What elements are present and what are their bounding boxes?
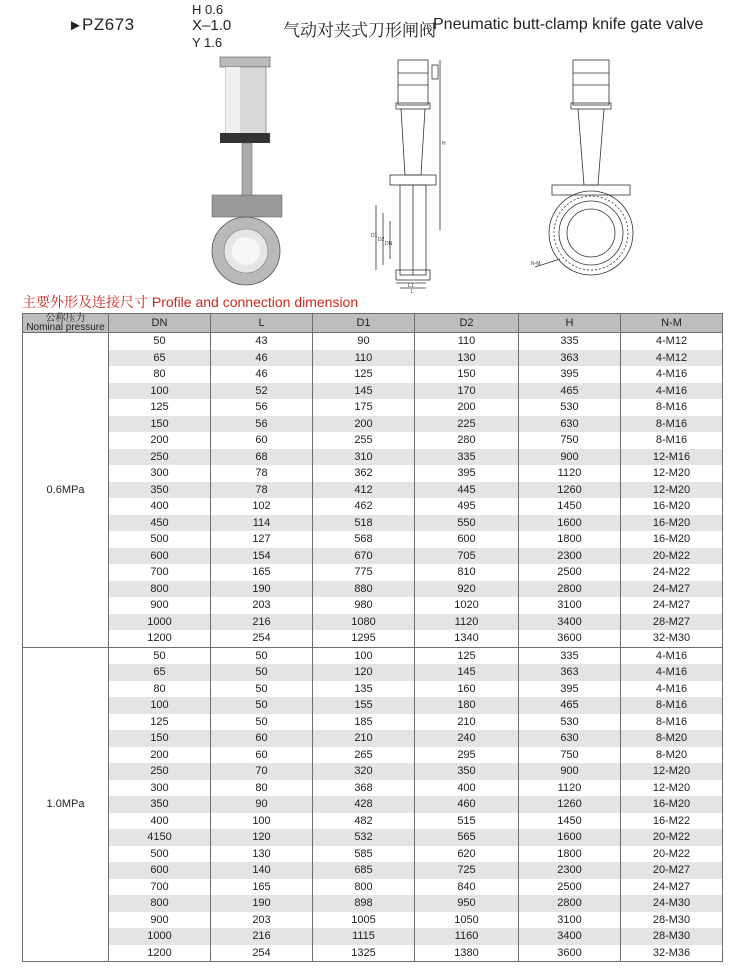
table-row [23, 515, 723, 532]
cell-l: 100 [211, 813, 313, 830]
cell-d2: 705 [415, 548, 519, 565]
cell-nm: 16-M20 [621, 498, 723, 515]
table-row [23, 862, 723, 879]
table-row [23, 763, 723, 780]
cell-h: 530 [519, 714, 621, 731]
header-d1: D1 [313, 314, 415, 333]
cell-h: 1260 [519, 482, 621, 499]
table-row [23, 630, 723, 647]
cell-d2: 1380 [415, 945, 519, 962]
cell-d1: 125 [313, 366, 415, 383]
dim-label-d2: D2 [378, 237, 385, 243]
table-row [23, 350, 723, 367]
cell-d1: 145 [313, 383, 415, 400]
cell-nm: 16-M20 [621, 796, 723, 813]
table-row [23, 432, 723, 449]
cell-h: 3600 [519, 945, 621, 962]
header-nominal-pressure [23, 314, 109, 333]
cell-d1: 670 [313, 548, 415, 565]
cell-h: 2800 [519, 895, 621, 912]
cell-d2: 1120 [415, 614, 519, 631]
cell-nm: 4-M16 [621, 366, 723, 383]
cell-l: 70 [211, 763, 313, 780]
cell-nm: 8-M16 [621, 432, 723, 449]
header-l: L [211, 314, 313, 333]
cell-h: 630 [519, 416, 621, 433]
cell-d1: 1325 [313, 945, 415, 962]
header-np-cn: 公称压力 [45, 313, 86, 324]
table-row [23, 647, 723, 664]
cell-d2: 950 [415, 895, 519, 912]
cell-d2: 495 [415, 498, 519, 515]
cell-l: 46 [211, 350, 313, 367]
cell-d1: 368 [313, 780, 415, 797]
cell-d1: 880 [313, 581, 415, 598]
cell-dn: 400 [109, 813, 211, 830]
header-h: H [519, 314, 621, 333]
cell-d1: 412 [313, 482, 415, 499]
cell-nm: 8-M16 [621, 697, 723, 714]
model-code: PZ673 [82, 15, 135, 34]
cell-h: 750 [519, 432, 621, 449]
cell-l: 102 [211, 498, 313, 515]
section-subtitle: 主要外形及连接尺寸 Profile and connection dimension [22, 294, 359, 310]
cell-d1: 90 [313, 333, 415, 350]
table-row [23, 846, 723, 863]
cell-d2: 180 [415, 697, 519, 714]
cell-d2: 240 [415, 730, 519, 747]
cell-nm: 24-M30 [621, 895, 723, 912]
table-row [23, 912, 723, 929]
cell-dn: 800 [109, 581, 211, 598]
table-row [23, 945, 723, 962]
cell-dn: 80 [109, 366, 211, 383]
valve-photo [212, 57, 282, 285]
cell-l: 52 [211, 383, 313, 400]
cell-d2: 445 [415, 482, 519, 499]
cell-dn: 350 [109, 482, 211, 499]
cell-nm: 4-M12 [621, 333, 723, 350]
cell-h: 3600 [519, 630, 621, 647]
cell-d2: 130 [415, 350, 519, 367]
cell-l: 190 [211, 581, 313, 598]
cell-l: 43 [211, 333, 313, 350]
cell-l: 254 [211, 945, 313, 962]
cell-d1: 482 [313, 813, 415, 830]
dim-label-h: H [442, 141, 446, 147]
cell-dn: 500 [109, 846, 211, 863]
cell-d1: 210 [313, 730, 415, 747]
cell-l: 60 [211, 730, 313, 747]
cell-nm: 8-M20 [621, 747, 723, 764]
cell-l: 68 [211, 449, 313, 466]
cell-l: 56 [211, 416, 313, 433]
cell-h: 750 [519, 747, 621, 764]
cell-l: 165 [211, 879, 313, 896]
cell-h: 1260 [519, 796, 621, 813]
model-y-variant: Y 1.6 [192, 35, 223, 50]
cell-h: 1120 [519, 465, 621, 482]
cell-dn: 250 [109, 449, 211, 466]
cell-h: 335 [519, 333, 621, 350]
valve-front-drawing [535, 60, 633, 275]
cell-l: 56 [211, 399, 313, 416]
product-name-cn: 气动对夹式刀形闸阀 [283, 21, 436, 40]
table-row [23, 681, 723, 698]
cell-dn: 900 [109, 912, 211, 929]
table-row [23, 879, 723, 896]
cell-dn: 200 [109, 432, 211, 449]
cell-d1: 685 [313, 862, 415, 879]
cell-nm: 12-M20 [621, 763, 723, 780]
cell-d2: 725 [415, 862, 519, 879]
cell-d2: 210 [415, 714, 519, 731]
cell-h: 465 [519, 697, 621, 714]
cell-d1: 200 [313, 416, 415, 433]
cell-dn: 125 [109, 714, 211, 731]
header-nm: N-M [621, 314, 723, 333]
cell-dn: 65 [109, 664, 211, 681]
cell-d1: 568 [313, 531, 415, 548]
cell-dn: 125 [109, 399, 211, 416]
cell-d1: 585 [313, 846, 415, 863]
cell-nm: 20-M22 [621, 846, 723, 863]
table-row [23, 465, 723, 482]
cell-h: 2500 [519, 879, 621, 896]
model-x-variant: X‒1.0 [192, 17, 232, 34]
cell-dn: 500 [109, 531, 211, 548]
valve-side-drawing [376, 60, 440, 288]
cell-l: 165 [211, 564, 313, 581]
cell-l: 140 [211, 862, 313, 879]
cell-h: 363 [519, 350, 621, 367]
cell-h: 900 [519, 449, 621, 466]
cell-h: 363 [519, 664, 621, 681]
cell-h: 1800 [519, 846, 621, 863]
cell-l: 60 [211, 432, 313, 449]
cell-h: 1800 [519, 531, 621, 548]
cell-dn: 700 [109, 879, 211, 896]
cell-d1: 120 [313, 664, 415, 681]
cell-d2: 200 [415, 399, 519, 416]
cell-d2: 515 [415, 813, 519, 830]
cell-nm: 28-M27 [621, 614, 723, 631]
dimension-table [22, 313, 723, 962]
valve-figures [200, 55, 660, 295]
cell-h: 1450 [519, 498, 621, 515]
cell-nm: 16-M22 [621, 813, 723, 830]
cell-d2: 150 [415, 366, 519, 383]
cell-dn: 4150 [109, 829, 211, 846]
cell-d1: 175 [313, 399, 415, 416]
table-row [23, 664, 723, 681]
cell-dn: 1200 [109, 945, 211, 962]
cell-d1: 110 [313, 350, 415, 367]
cell-l: 114 [211, 515, 313, 532]
cell-l: 203 [211, 597, 313, 614]
cell-dn: 80 [109, 681, 211, 698]
cell-nm: 4-M16 [621, 647, 723, 664]
cell-d2: 160 [415, 681, 519, 698]
cell-dn: 700 [109, 564, 211, 581]
cell-d1: 100 [313, 647, 415, 664]
cell-l: 50 [211, 664, 313, 681]
cell-d2: 350 [415, 763, 519, 780]
cell-l: 90 [211, 796, 313, 813]
cell-dn: 300 [109, 465, 211, 482]
cell-dn: 600 [109, 862, 211, 879]
table-row [23, 614, 723, 631]
table-row [23, 498, 723, 515]
cell-nm: 28-M30 [621, 928, 723, 945]
cell-d1: 255 [313, 432, 415, 449]
cell-dn: 150 [109, 730, 211, 747]
cell-dn: 600 [109, 548, 211, 565]
table-row [23, 399, 723, 416]
cell-nm: 16-M20 [621, 531, 723, 548]
table-row [23, 581, 723, 598]
cell-h: 3400 [519, 614, 621, 631]
cell-dn: 200 [109, 747, 211, 764]
header-dn: DN [109, 314, 211, 333]
header-d2: D2 [415, 314, 519, 333]
cell-d1: 898 [313, 895, 415, 912]
cell-nm: 32-M36 [621, 945, 723, 962]
cell-l: 216 [211, 928, 313, 945]
cell-d2: 110 [415, 333, 519, 350]
cell-d2: 840 [415, 879, 519, 896]
cell-l: 46 [211, 366, 313, 383]
table-row [23, 449, 723, 466]
table-row [23, 482, 723, 499]
cell-h: 3400 [519, 928, 621, 945]
cell-nm: 4-M16 [621, 383, 723, 400]
cell-d1: 532 [313, 829, 415, 846]
cell-l: 203 [211, 912, 313, 929]
cell-l: 254 [211, 630, 313, 647]
table-row [23, 333, 723, 350]
cell-d2: 400 [415, 780, 519, 797]
cell-nm: 28-M30 [621, 912, 723, 929]
product-name-en: Pneumatic butt-clamp knife gate valve [433, 16, 704, 33]
cell-h: 530 [519, 399, 621, 416]
cell-h: 2500 [519, 564, 621, 581]
cell-nm: 16-M20 [621, 515, 723, 532]
cell-l: 50 [211, 647, 313, 664]
nominal-pressure-cell: 0.6MPa [23, 333, 109, 648]
table-row [23, 928, 723, 945]
cell-d1: 1115 [313, 928, 415, 945]
title-arrow-icon: ► [68, 17, 83, 34]
cell-nm: 12-M20 [621, 465, 723, 482]
table-row [23, 564, 723, 581]
cell-d2: 225 [415, 416, 519, 433]
cell-nm: 8-M16 [621, 416, 723, 433]
table-row [23, 531, 723, 548]
cell-dn: 100 [109, 383, 211, 400]
cell-dn: 50 [109, 333, 211, 350]
cell-d1: 800 [313, 879, 415, 896]
cell-h: 395 [519, 366, 621, 383]
header-np-en: Nominal pressure [26, 322, 105, 333]
table-row [23, 747, 723, 764]
cell-nm: 8-M16 [621, 714, 723, 731]
cell-nm: 20-M22 [621, 548, 723, 565]
cell-dn: 300 [109, 780, 211, 797]
cell-nm: 24-M27 [621, 597, 723, 614]
cell-nm: 24-M27 [621, 879, 723, 896]
cell-dn: 350 [109, 796, 211, 813]
cell-d2: 170 [415, 383, 519, 400]
cell-h: 2300 [519, 548, 621, 565]
table-row [23, 714, 723, 731]
cell-nm: 24-M27 [621, 581, 723, 598]
cell-l: 60 [211, 747, 313, 764]
cell-dn: 800 [109, 895, 211, 912]
cell-dn: 100 [109, 697, 211, 714]
cell-dn: 250 [109, 763, 211, 780]
cell-nm: 8-M16 [621, 399, 723, 416]
cell-dn: 50 [109, 647, 211, 664]
page-title [68, 2, 728, 52]
table-row [23, 895, 723, 912]
cell-d2: 295 [415, 747, 519, 764]
cell-h: 1600 [519, 829, 621, 846]
cell-l: 78 [211, 465, 313, 482]
cell-d2: 280 [415, 432, 519, 449]
cell-d1: 1005 [313, 912, 415, 929]
table-row [23, 829, 723, 846]
cell-dn: 400 [109, 498, 211, 515]
cell-dn: 150 [109, 416, 211, 433]
cell-l: 216 [211, 614, 313, 631]
cell-d2: 620 [415, 846, 519, 863]
cell-h: 335 [519, 647, 621, 664]
cell-d1: 155 [313, 697, 415, 714]
table-row [23, 813, 723, 830]
cell-d2: 1050 [415, 912, 519, 929]
nominal-pressure-cell: 1.0MPa [23, 647, 109, 962]
cell-nm: 4-M16 [621, 664, 723, 681]
cell-l: 50 [211, 697, 313, 714]
dim-label-d1: D1 [371, 233, 378, 239]
table-header-row [23, 314, 723, 333]
cell-nm: 24-M22 [621, 564, 723, 581]
cell-d2: 335 [415, 449, 519, 466]
cell-d2: 395 [415, 465, 519, 482]
cell-l: 190 [211, 895, 313, 912]
dim-label-l1: L1 [408, 283, 414, 289]
cell-d1: 518 [313, 515, 415, 532]
cell-dn: 1000 [109, 928, 211, 945]
cell-l: 80 [211, 780, 313, 797]
cell-d1: 1080 [313, 614, 415, 631]
cell-l: 50 [211, 714, 313, 731]
cell-nm: 32-M30 [621, 630, 723, 647]
cell-l: 78 [211, 482, 313, 499]
cell-h: 3100 [519, 597, 621, 614]
cell-nm: 12-M20 [621, 780, 723, 797]
table-row [23, 796, 723, 813]
cell-l: 120 [211, 829, 313, 846]
cell-d1: 320 [313, 763, 415, 780]
cell-dn: 65 [109, 350, 211, 367]
cell-l: 50 [211, 681, 313, 698]
cell-d2: 1020 [415, 597, 519, 614]
dim-label-nm: N-M [531, 261, 541, 267]
cell-h: 1450 [519, 813, 621, 830]
cell-d2: 125 [415, 647, 519, 664]
cell-h: 395 [519, 681, 621, 698]
cell-d2: 550 [415, 515, 519, 532]
cell-h: 3100 [519, 912, 621, 929]
cell-h: 1120 [519, 780, 621, 797]
cell-d2: 1160 [415, 928, 519, 945]
cell-d2: 920 [415, 581, 519, 598]
cell-nm: 12-M20 [621, 482, 723, 499]
cell-h: 630 [519, 730, 621, 747]
cell-d2: 1340 [415, 630, 519, 647]
cell-dn: 900 [109, 597, 211, 614]
dim-label-l: L [411, 289, 414, 295]
cell-dn: 450 [109, 515, 211, 532]
cell-nm: 12-M16 [621, 449, 723, 466]
cell-h: 2800 [519, 581, 621, 598]
table-row [23, 548, 723, 565]
cell-d2: 565 [415, 829, 519, 846]
cell-dn: 1200 [109, 630, 211, 647]
table-row [23, 416, 723, 433]
cell-d2: 460 [415, 796, 519, 813]
cell-nm: 20-M22 [621, 829, 723, 846]
model-h-variant: H 0.6 [192, 2, 224, 17]
cell-d1: 775 [313, 564, 415, 581]
cell-d1: 428 [313, 796, 415, 813]
cell-d2: 810 [415, 564, 519, 581]
cell-h: 465 [519, 383, 621, 400]
table-row [23, 780, 723, 797]
cell-d1: 265 [313, 747, 415, 764]
cell-nm: 8-M20 [621, 730, 723, 747]
cell-d1: 185 [313, 714, 415, 731]
cell-h: 900 [519, 763, 621, 780]
dim-label-dn: DN [385, 241, 393, 247]
table-row [23, 383, 723, 400]
table-row [23, 597, 723, 614]
cell-d1: 310 [313, 449, 415, 466]
cell-nm: 20-M27 [621, 862, 723, 879]
cell-nm: 4-M16 [621, 681, 723, 698]
cell-d1: 362 [313, 465, 415, 482]
cell-l: 154 [211, 548, 313, 565]
cell-d1: 1295 [313, 630, 415, 647]
cell-d1: 980 [313, 597, 415, 614]
cell-d1: 462 [313, 498, 415, 515]
cell-dn: 1000 [109, 614, 211, 631]
table-row [23, 366, 723, 383]
cell-d1: 135 [313, 681, 415, 698]
cell-l: 130 [211, 846, 313, 863]
cell-h: 2300 [519, 862, 621, 879]
table-row [23, 730, 723, 747]
cell-d2: 145 [415, 664, 519, 681]
cell-nm: 4-M12 [621, 350, 723, 367]
cell-l: 127 [211, 531, 313, 548]
cell-d2: 600 [415, 531, 519, 548]
cell-h: 1600 [519, 515, 621, 532]
table-row [23, 697, 723, 714]
